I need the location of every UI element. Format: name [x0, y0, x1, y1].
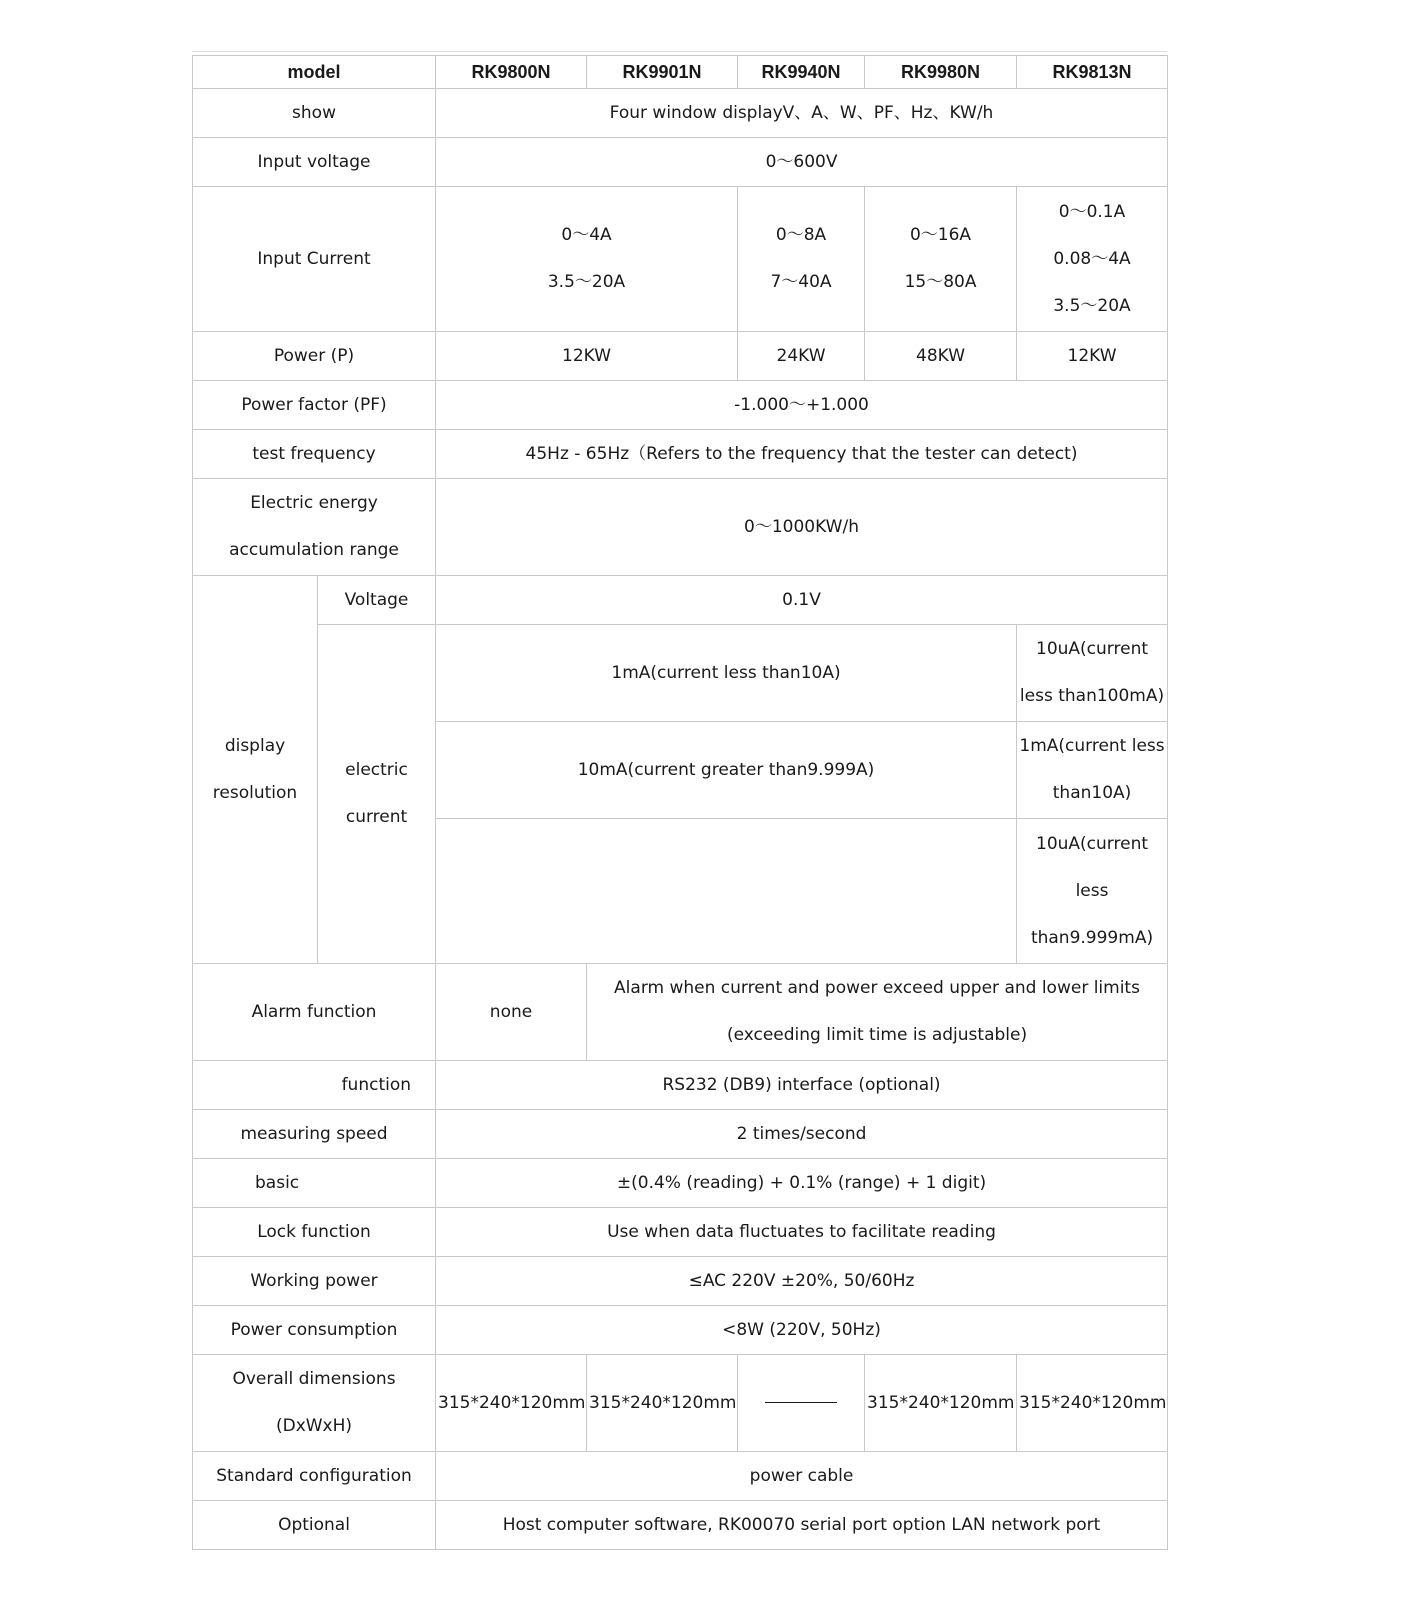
current-resolution-rk9813n — [1017, 722, 1168, 819]
current-resolution-rk9813n — [1017, 625, 1168, 722]
dimensions-rk9800n: 315*240*120mm — [436, 1355, 587, 1452]
row-label: Power factor (PF) — [193, 381, 436, 430]
dash-line — [765, 1402, 837, 1403]
row-value: 0～1000KW/h — [436, 479, 1168, 576]
value-line: less than100mA) — [1019, 686, 1165, 706]
model-rk9813n: RK9813N — [1017, 56, 1168, 89]
label-line: display — [224, 735, 286, 756]
label-line: Electric energy — [250, 493, 378, 513]
value-line: 3.5～20A — [1053, 295, 1131, 316]
row-label: Standard configuration — [193, 1452, 436, 1501]
current-resolution-main: 1mA(current less than10A) — [436, 625, 1017, 722]
label-line: Overall dimensions — [232, 1369, 396, 1389]
row-label: show — [193, 89, 436, 138]
row-label: Input Current — [193, 187, 436, 332]
model-header: model — [193, 56, 436, 89]
label-line: electric — [345, 760, 408, 780]
current-resolution-main: 10mA(current greater than9.999A) — [436, 722, 1017, 819]
value-line: 3.5～20A — [547, 272, 626, 292]
input-current-rk9800n-rk9901n — [436, 187, 738, 332]
row-show — [193, 89, 1168, 138]
value-line: than9.999mA) — [1030, 927, 1154, 948]
dimensions-rk9980n: 315*240*120mm — [865, 1355, 1017, 1452]
current-resolution-empty — [436, 819, 1017, 964]
row-alarm-function — [193, 964, 1168, 1061]
row-resolution-voltage — [193, 576, 1168, 625]
power-rk9940n: 24KW — [738, 332, 865, 381]
model-rk9800n: RK9800N — [436, 56, 587, 89]
row-input-voltage — [193, 138, 1168, 187]
power-rk9980n: 48KW — [865, 332, 1017, 381]
value-line: 0～4A — [561, 225, 612, 245]
electric-current-label — [318, 625, 436, 964]
power-rk9800n-rk9901n: 12KW — [436, 332, 738, 381]
voltage-resolution-value: 0.1V — [436, 576, 1168, 625]
row-label: Alarm function — [193, 964, 436, 1061]
row-standard-configuration — [193, 1452, 1168, 1501]
model-rk9980n: RK9980N — [865, 56, 1017, 89]
value-line: (exceeding limit time is adjustable) — [726, 1025, 1028, 1045]
header-row — [193, 56, 1168, 89]
row-value: -1.000～+1.000 — [436, 381, 1168, 430]
label-line: (DxWxH) — [275, 1416, 353, 1436]
row-resolution-current-1 — [193, 625, 1168, 722]
row-label: Optional — [193, 1501, 436, 1550]
row-label: Lock function — [193, 1208, 436, 1257]
dimensions-rk9813n: 315*240*120mm — [1017, 1355, 1168, 1452]
model-rk9901n: RK9901N — [587, 56, 738, 89]
value-line: 15～80A — [904, 272, 977, 292]
label-line: current — [345, 807, 408, 827]
value-line: 0～0.1A — [1058, 201, 1126, 222]
value-line: than10A) — [1052, 783, 1132, 803]
value-line: 0～16A — [909, 225, 972, 245]
value-line: 1mA(current less — [1019, 736, 1165, 756]
row-value: RS232 (DB9) interface (optional) — [436, 1061, 1168, 1110]
display-resolution-label — [193, 576, 318, 964]
row-value: 0～600V — [436, 138, 1168, 187]
row-power — [193, 332, 1168, 381]
row-value: 2 times/second — [436, 1110, 1168, 1159]
dimensions-rk9901n: 315*240*120mm — [587, 1355, 738, 1452]
row-value: Host computer software, RK00070 serial port option LAN network port — [436, 1501, 1168, 1550]
value-line: 7～40A — [770, 272, 832, 292]
row-label: basic — [193, 1159, 436, 1208]
row-label: Power (P) — [193, 332, 436, 381]
value-line: 0～8A — [775, 225, 827, 245]
value-line: 0.08～4A — [1053, 248, 1131, 269]
value-line: Alarm when current and power exceed upper and lower limits — [614, 978, 1140, 998]
row-function — [193, 1061, 1168, 1110]
power-rk9813n: 12KW — [1017, 332, 1168, 381]
input-current-rk9813n — [1017, 187, 1168, 332]
row-optional — [193, 1501, 1168, 1550]
row-label: measuring speed — [193, 1110, 436, 1159]
row-value: Four window displayV、A、W、PF、Hz、KW/h — [436, 89, 1168, 138]
alarm-rk9800n: none — [436, 964, 587, 1061]
row-label: test frequency — [193, 430, 436, 479]
row-energy-range — [193, 479, 1168, 576]
row-input-current — [193, 187, 1168, 332]
input-current-rk9940n — [738, 187, 865, 332]
value-line: 10uA(current — [1036, 639, 1149, 659]
alarm-others — [587, 964, 1168, 1061]
dimensions-rk9940n — [738, 1355, 865, 1452]
row-value: power cable — [436, 1452, 1168, 1501]
label-line: accumulation range — [229, 540, 399, 560]
row-dimensions — [193, 1355, 1168, 1452]
row-test-frequency — [193, 430, 1168, 479]
value-line: less — [1075, 880, 1109, 901]
row-lock-function — [193, 1208, 1168, 1257]
label-line: resolution — [212, 782, 298, 803]
row-label: Power consumption — [193, 1306, 436, 1355]
value-line: 10uA(current — [1036, 833, 1149, 854]
row-power-consumption — [193, 1306, 1168, 1355]
input-current-rk9980n — [865, 187, 1017, 332]
row-working-power — [193, 1257, 1168, 1306]
spec-table — [192, 55, 1168, 1550]
row-value: 45Hz - 65Hz（Refers to the frequency that the tester can detect) — [436, 430, 1168, 479]
row-value: ±(0.4% (reading) + 0.1% (range) + 1 digit) — [436, 1159, 1168, 1208]
table-top-border — [192, 51, 1167, 52]
row-value: ≤AC 220V ±20%, 50/60Hz — [436, 1257, 1168, 1306]
row-label: Working power — [193, 1257, 436, 1306]
row-value: Use when data fluctuates to facilitate reading — [436, 1208, 1168, 1257]
model-rk9940n: RK9940N — [738, 56, 865, 89]
current-resolution-rk9813n — [1017, 819, 1168, 964]
row-basic — [193, 1159, 1168, 1208]
row-power-factor — [193, 381, 1168, 430]
row-measuring-speed — [193, 1110, 1168, 1159]
row-label — [193, 1355, 436, 1452]
row-value: <8W (220V, 50Hz) — [436, 1306, 1168, 1355]
row-label: function — [193, 1061, 436, 1110]
row-label: Input voltage — [193, 138, 436, 187]
row-label — [193, 479, 436, 576]
voltage-label: Voltage — [318, 576, 436, 625]
